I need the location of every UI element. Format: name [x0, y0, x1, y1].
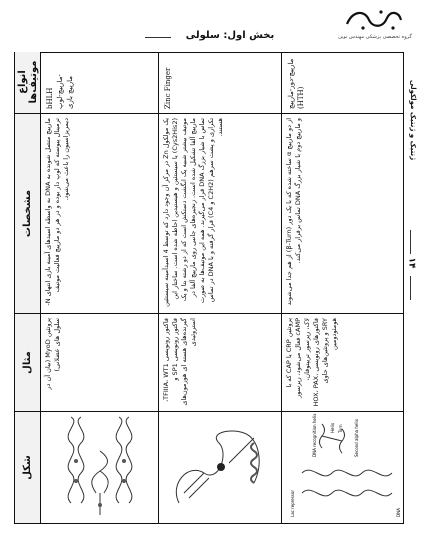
header-features: مشخصات [15, 113, 41, 313]
hth-label-helix: Helix [330, 422, 335, 433]
hth-label-recognition: DNA recognition helix [312, 413, 317, 457]
header-figure: شکل [15, 411, 41, 523]
page-header [0, 0, 431, 44]
zinc-finger-figure [159, 411, 282, 523]
figure-bhlh [41, 411, 159, 523]
motif-table-wrapper [14, 52, 404, 524]
hth-figure [282, 411, 404, 523]
features-zinc-finger: یک مولکول Zn در مرکز آن وجود دارد که توسط 4 اسیدآمینه سیستئین (Cys2His2) یا سیستئین و هیستیدین احاطه شده است. ساختار این موتیف بیشتر شبیه یک انگشت دستکش است که از دو رشته بتا و یک مارپیچ آلفا تشکیل شده است. زنجیره‌های جانبی روی مارپیچ آلفا در تماس با شیار بزرگ DNA قرار می‌گیرند. همه این موتیف‌ها به صورت تکراری و پشت سرهم (C2H2 و C4) قرار گرفته و با DNA در تماس هستند. [159, 113, 282, 313]
chapter-title: بخش اول: سلولی [175, 30, 285, 44]
publisher-logo [343, 6, 405, 34]
features-bhlh: مارپیچ متصل شونده به DNA به واسطه اسیدهای آمینه بازی انتهای N-ترمینال پیوسته که لوپ دار بوده و در هر دو مارپیچ فعالیت موتیف دیمریزاسیون را باعث می‌شود. [41, 113, 159, 313]
header-example: مثال [15, 313, 41, 411]
logo-subtitle: گروه تخصصی پزشکی مهندس نوین [338, 34, 412, 40]
hth-label-lac: Lac repressor [290, 490, 295, 517]
type-zinc-finger: Zinc Finger [159, 52, 282, 113]
example-hth: پروتئین CRP یا CAP که با cAMP فعال می‌شود، رپرسور لاک، رپرسور تریپتوفان، فاکتورهای رونویسی HOX، PAX، SRY و پروتئین‌های حاوی هومئودومین [282, 313, 404, 411]
type-bhlh: bHLH مارپیچ-لوپ- مارپیچ بازی [41, 52, 159, 113]
figure-hth [282, 411, 404, 523]
running-head-text: ژنتیک و ژنتیک مولکولی [409, 79, 417, 161]
zinc-ion [217, 463, 225, 471]
hth-label-second: Second alpha helix [354, 419, 359, 457]
example-zinc-finger: فاکتور رونویسی TFIIIA، WT1، فاکتور رونویسی SP1 و گیرنده‌های هسته ای هورمون‌های استروئیدی [159, 313, 282, 411]
type-hth: مارپیچ-دور-مارپیچ (HTH) [287, 58, 305, 109]
page-number [403, 258, 419, 272]
features-hth: از دو مارپیچ α ساخته شده که با یک دور (β-Turn) از هم جدا می‌شوند و مارپیچ دوم با شیار بزرگ DNA تماس برقرار می‌کند. [282, 113, 404, 313]
figure-zinc-finger [159, 411, 282, 523]
motif-table [14, 52, 404, 524]
header-type: انواع موتیف‌ها [15, 52, 41, 113]
example-bhlh: پروتئین MyoD (بیان آن در سلول های عضلانی) [41, 313, 159, 411]
hth-label-turn: Turn [338, 424, 343, 433]
page-number-divider-bottom [410, 276, 411, 300]
hth-label-dna: DNA [396, 508, 401, 517]
page-number-text: ۱۴ [406, 257, 416, 269]
page-number-divider-top [410, 230, 411, 254]
running-head [404, 60, 422, 180]
bhlh-structure-figure [41, 411, 159, 523]
